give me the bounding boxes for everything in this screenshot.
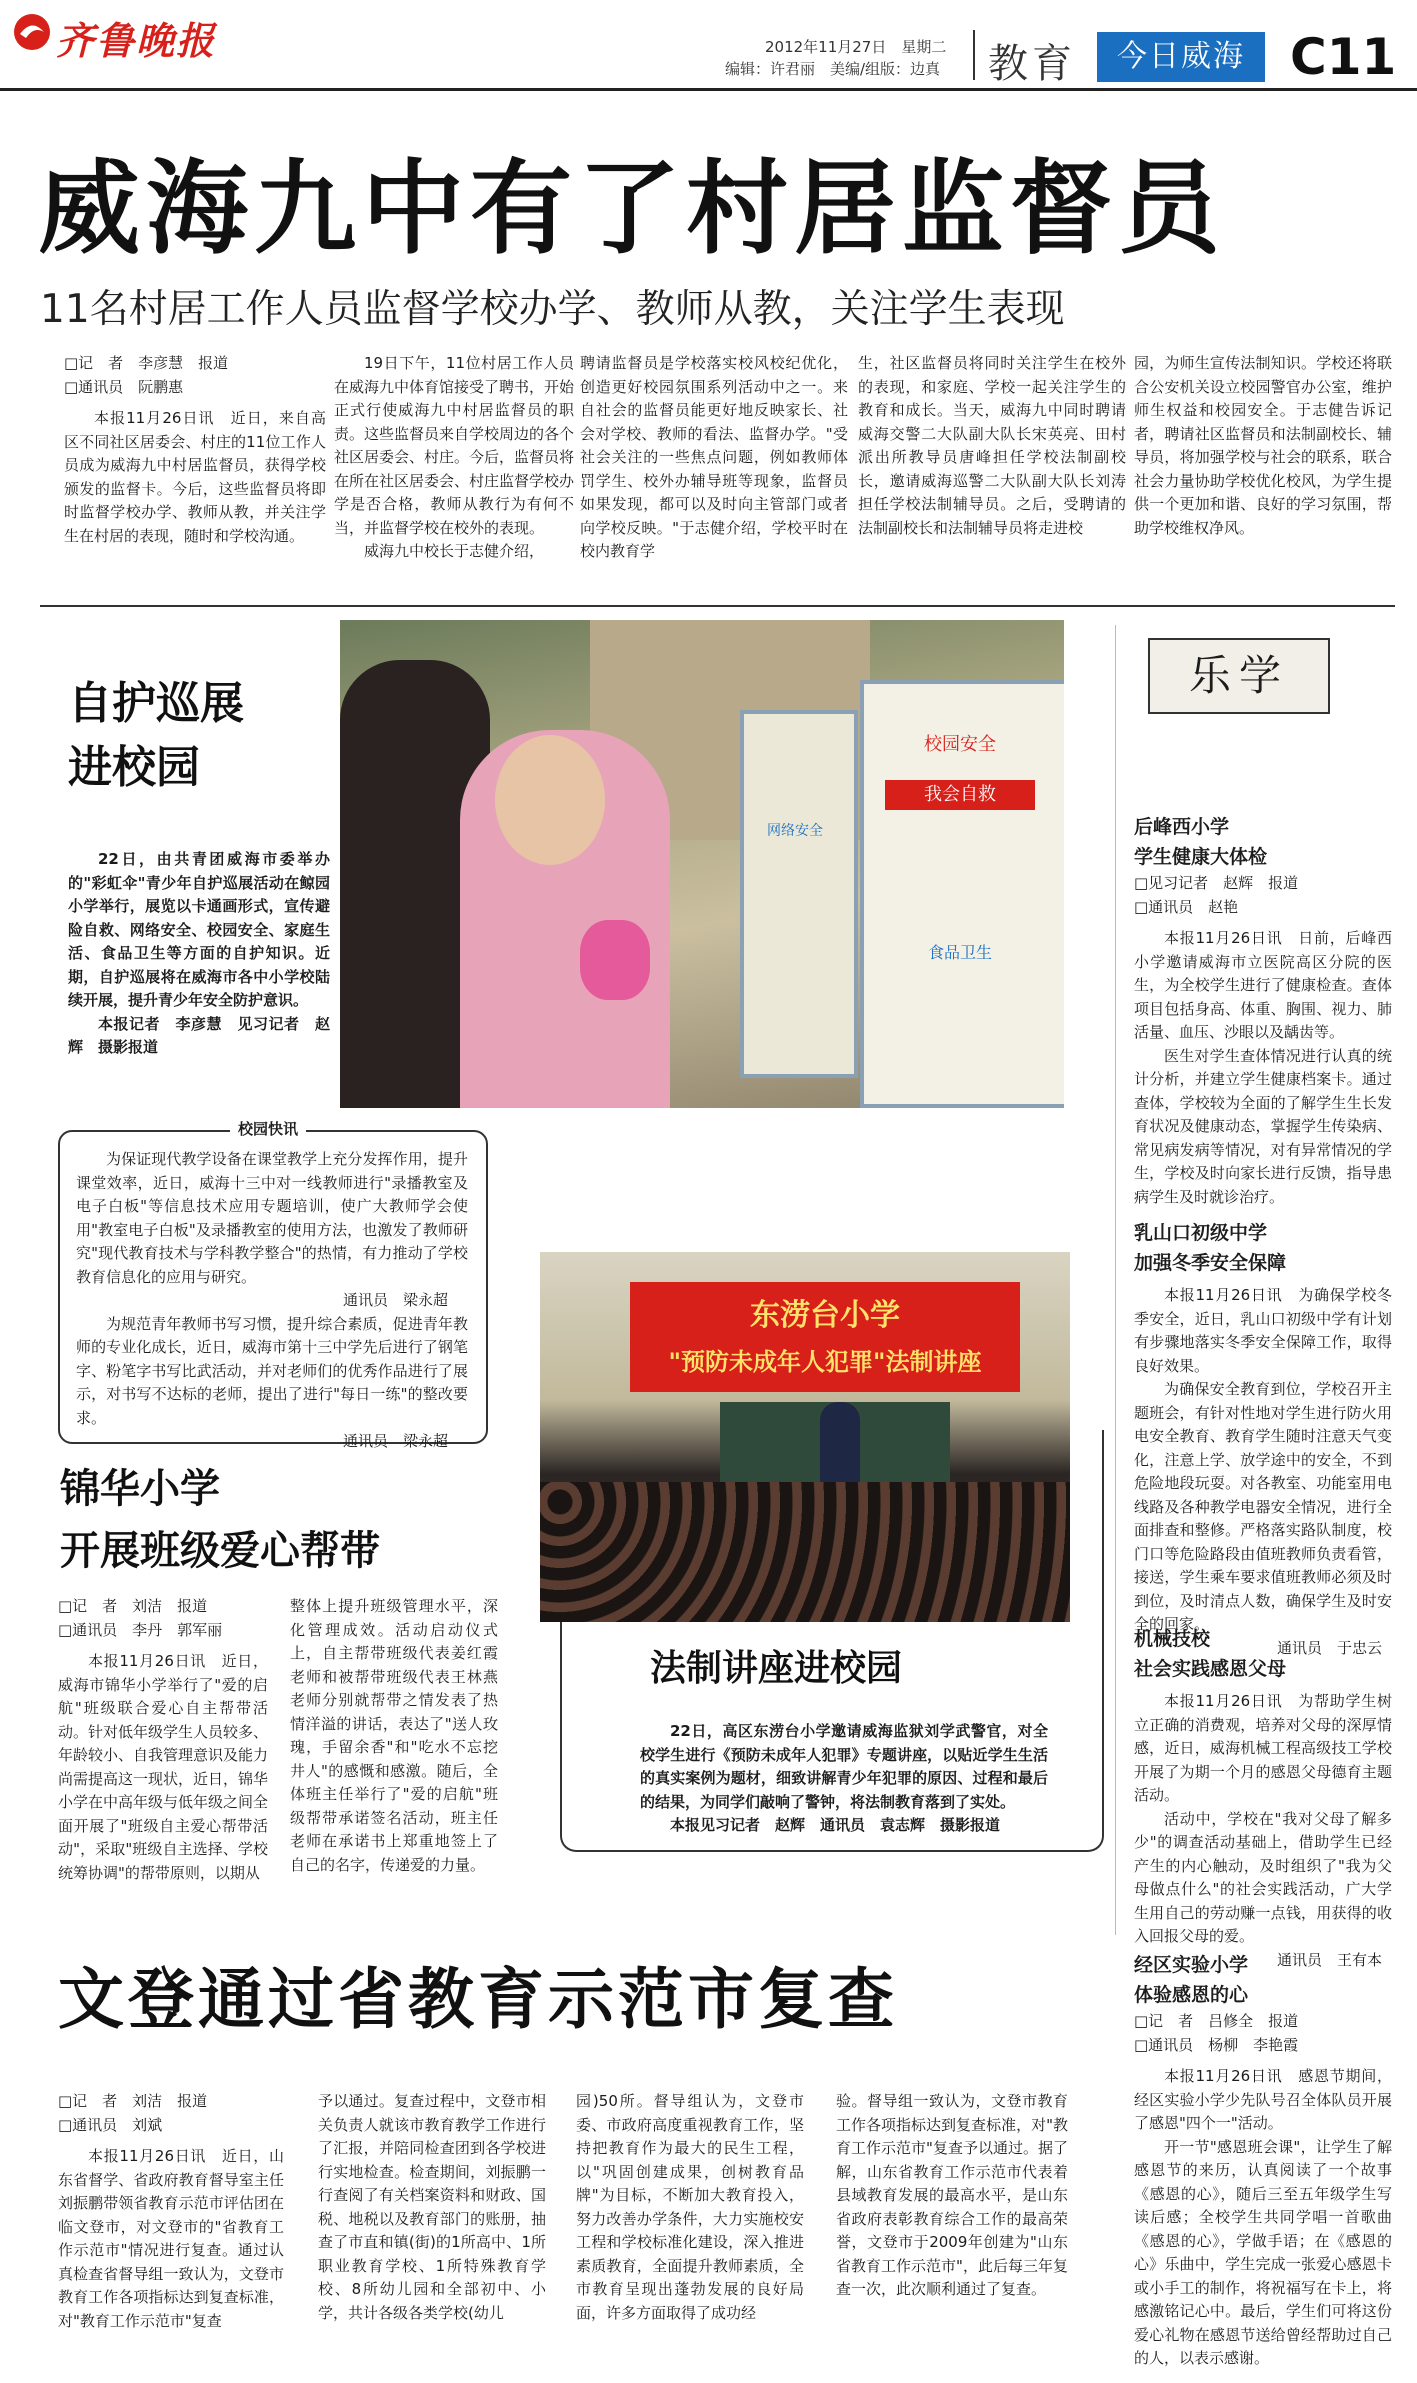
lexue-school: 乳山口初级中学 (1134, 1222, 1268, 1244)
lexue-topic: 加强冬季安全保障 (1134, 1252, 1287, 1274)
lexue-credit: 通讯员 于忠云 (1276, 1638, 1382, 1657)
lexue-topic: 学生健康大体检 (1134, 846, 1268, 868)
lead-byline-reporter: □记 者 李彦慧 报道 (64, 354, 229, 372)
jinhua-paragraph: 整体上提升班级管理水平，深化管理成效。活动启动仪式上，自主帮带班级代表姜红霞老师和被帮带班级代表王林燕老师分别就帮带之情发表了热情洋溢的讲话，表达了"送人玫瑰，手留余香"和"吃水不忘挖井人"的感慨和感激。随后，全体班主任举行了"爱的启航"班级帮带承诺签名活动，班主任老师在承诺书上郑重地签上了自己的名字，传递爱的力量。 (290, 1597, 498, 1874)
lexue-badge-label: 乐学 (1188, 651, 1289, 700)
law-banner (630, 1282, 1020, 1392)
campus-news-credit: 通讯员 梁永超 (342, 1291, 448, 1309)
lexue-item (1134, 1950, 1392, 2371)
law-audience (540, 1482, 1070, 1622)
lead-paragraph: 本报11月26日讯 近日，来自高区不同社区居委会、村庄的11位工作人员成为威海九中村居监督员，获得学校颁发的监督卡。今后，这些监督员将即时监督学校办学、教师从教，并关注学生在村居的表现，随时和学校沟通。 (64, 409, 326, 545)
campus-news-body (76, 1148, 468, 1454)
jinhua-byline-reporter: □记 者 刘洁 报道 (58, 1597, 208, 1615)
wendeng-paragraph: 本报11月26日讯 近日，山东省督学、省政府教育督导室主任刘振鹏带领省教育示范市评估团在临文登市，对文登市的"省教育工作示范市"情况进行复查。通过认真检查省督导组一致认为，文登市教育工作各项指标达到复查标准，对"教育工作示范市"复查 (58, 2147, 284, 2330)
masthead (0, 0, 1417, 90)
safety-title-line-2: 进校园 (68, 742, 200, 793)
wendeng-column-1 (58, 2090, 284, 2333)
photo-girl-2-face (495, 735, 605, 865)
exhibit-board-2 (740, 710, 858, 1078)
paper-logo (12, 8, 222, 63)
jinhua-title-line-2: 开展班级爱心帮带 (60, 1528, 380, 1574)
law-title: 法制讲座进校园 (650, 1648, 903, 1689)
lexue-paragraph: 活动中，学校在"我对父母了解多少"的调查活动基础上，借助学生已经产生的内心触动，及时组织了"我为父母做点什么"的社会实践活动，广大学生用自己的劳动赚一点钱，用获得的收入回报父母的爱。 (1134, 1809, 1392, 1945)
page-number: C11 (1290, 28, 1397, 86)
lexue-school: 后峰西小学 (1134, 816, 1230, 838)
lexue-paragraph: 本报11月26日讯 感恩节期间，经区实验小学少先队号召全体队员开展了感恩"四个一"活动。 (1134, 2067, 1392, 2132)
masthead-rule (0, 88, 1417, 91)
wendeng-byline-correspondent: □通讯员 刘斌 (58, 2115, 163, 2134)
lexue-credit: 通讯员 王有本 (1276, 1950, 1382, 1969)
law-banner-topic: "预防未成年人犯罪"法制讲座 (668, 1348, 982, 1376)
lexue-byline: □记 者 吕修全 报道 (1134, 2012, 1299, 2030)
jinhua-paragraph: 本报11月26日讯 近日，威海市锦华小学举行了"爱的启航"班级联合爱心自主帮带活动。针对低年级学生人员较多、年龄较小、自我管理意识及能力尚需提高这一现状，近日，锦华小学在中高年级与低年级之间全面开展了"班级自主爱心帮带活动"，采取"班级自主选择、学校统筹协调"的帮带原则，以期从 (58, 1652, 269, 1882)
lexue-topic: 体验感恩的心 (1134, 1984, 1249, 2006)
lexue-byline: □通讯员 杨柳 李艳霞 (1134, 2035, 1299, 2054)
campus-news-paragraph: 为保证现代教学设备在课堂教学上充分发挥作用，提升课堂效率，近日，威海十三中对一线教师进行"录播教室及电子白板"等信息技术应用专题培训，使广大教师学会使用"教室电子白板"及录播教室的使用方法，也激发了教师研究"现代教育技术与学科教学整合"的热情，有力推动了学校教育信息化的应用与研究。 (76, 1150, 468, 1286)
exhibit-board-poster: 网络安全 (767, 823, 823, 839)
lexue-item (1134, 1624, 1392, 1972)
lead-column-2 (334, 352, 574, 564)
wendeng-column-3 (576, 2090, 804, 2325)
wendeng-paragraph: 验。督导组一致认为，文登市教育工作各项指标达到复查标准，对"教育工作示范市"复查予以通过。据了解，山东省教育工作示范市代表着县域教育发展的最高水平，是山东省政府表彰教育综合工作的最高荣誉，文登市于2009年创建为"山东省教育工作示范市"，此后每三年复查一次，此次顺利通过了复查。 (836, 2092, 1068, 2298)
wendeng-paragraph: 园)50所。督导组认为，文登市委、市政府高度重视教育工作，坚持把教育作为最大的民生工程，以"巩固创建成果，创树教育品牌"为目标，不断加大教育投入，努力改善办学条件，大力实施校安工程和学校标准化建设，深入推进素质教育，全面提升教师素质，全市教育呈现出蓬勃发展的良好局面，许多方面取得了成功经 (576, 2092, 804, 2322)
campus-news-credit: 通讯员 梁永超 (342, 1432, 448, 1450)
lead-paragraph: 生，社区监督员将同时关注学生在校外的表现，和家庭、学校一起关注学生的教育和成长。当天，威海九中同时聘请威海交警二大队副大队长宋英亮、田村派出所教导员唐峰担任学校法制副校长，邀请威海巡警二大队副大队长刘涛担任学校法制辅导员。之后，受聘请的法制副校长和法制辅导员将走进校 (858, 354, 1126, 537)
safety-photo-credit: 本报记者 李彦慧 见习记者 赵辉 摄影报道 (68, 1014, 330, 1056)
law-paragraph: 22日，高区东涝台小学邀请威海监狱刘学武警官，对全校学生进行《预防未成年人犯罪》专题讲座，以贴近学生生活的真实案例为题材，细致讲解青少年犯罪的原因、过程和最后的结果，为同学们敲响了警钟，将法制教育落到了实处。 (640, 1722, 1048, 1811)
lexue-paragraph: 本报11月26日讯 为帮助学生树立正确的消费观，培养对父母的深厚情感，近日，威海机械工程高级技工学校开展了为期一个月的感恩父母德育主题活动。 (1134, 1692, 1392, 1804)
lexue-byline: □见习记者 赵辉 报道 (1134, 874, 1299, 892)
lead-paragraph: 聘请监督员是学校落实校风校纪优化，创造更好校园氛围系列活动中之一。来自社会的监督员能更好地反映家长、社会对学校、教师的看法、监督办学。"受社会关注的一些焦点问题，例如教师体罚学生、校外办辅导班等现象，监督员如果发现，都可以及时向主管部门或者向学校反映。"于志健介绍，学校平时在校内教育学 (580, 354, 848, 560)
masthead-divider (973, 30, 975, 80)
law-body (640, 1720, 1048, 1838)
law-banner-school: 东涝台小学 (750, 1298, 900, 1333)
photo-toy (580, 920, 650, 1000)
lexue-topic: 社会实践感恩父母 (1134, 1658, 1287, 1680)
wendeng-paragraph: 予以通过。复查过程中，文登市相关负责人就该市教育教学工作进行了汇报，并陪同检查团到各学校进行实地检查。检查期间，刘振鹏一行查阅了有关档案资料和财政、国税、地税以及教育部门的账册，抽查了市直和镇(街)的1所高中、1所职业教育学校、1所特殊教育学校、8所幼儿园和全部初中、小学，共计各级各类学校(幼儿 (318, 2092, 546, 2322)
safety-body (68, 848, 330, 1060)
editor-credit: 编辑：许君丽 美编/组版：边真 (725, 60, 941, 78)
lexue-item (1134, 812, 1392, 1209)
safety-title-line-1: 自护巡展 (68, 678, 244, 729)
safety-photo (340, 620, 1064, 1108)
wendeng-column-4 (836, 2090, 1068, 2302)
exhibit-board-poster: 校园安全 (924, 734, 996, 755)
lead-column-3 (580, 352, 848, 564)
wendeng-headline: 文登通过省教育示范市复查 (58, 1961, 898, 2038)
wendeng-byline-reporter: □记 者 刘洁 报道 (58, 2092, 208, 2110)
lead-column-4 (858, 352, 1126, 540)
lexue-byline: □通讯员 赵艳 (1134, 897, 1239, 916)
lexue-badge (1148, 638, 1330, 714)
section-name: 教育 (988, 41, 1076, 87)
lexue-item (1134, 1218, 1392, 1660)
lexue-paragraph: 为确保安全教育到位，学校召开主题班会，有针对性地对学生进行防火用电安全教育、教育学生随时注意天气变化，注意上学、放学途中的安全，不到危险地段玩耍。对各教室、功能室用电线路及各种教学电器安全情况，进行全面排查和整修。严格落实路队制度，校门口等危险路段由值班教师负责看管，接送，学生乘车要求值班教师必须及时到位，及时清点人数，确保学生及时安全的回家。 (1134, 1380, 1392, 1633)
lexue-school: 经区实验小学 (1134, 1954, 1249, 1976)
lead-column-1 (64, 352, 326, 548)
lead-paragraph: 威海九中校长于志健介绍， (364, 542, 545, 560)
lead-column-5 (1134, 352, 1392, 540)
lexue-paragraph: 开一节"感恩班会课"，让学生了解感恩节的来历，认真阅读了一个故事《感恩的心》，随后三至五年级学生写读后感；全校学生共同学唱一首歌曲《感恩的心》，学做手语；在《感恩的心》乐曲中，学生完成一张爱心感恩卡或小手工的制作，将祝福写在卡上，将感激铭记心中。最后，学生们可将这份爱心礼物在感恩节送给曾经帮助过自己的人，以表示感谢。 (1134, 2137, 1392, 2367)
campus-news-paragraph: 为规范青年教师书写习惯，提升综合素质，促进青年教师的专业化成长，近日，威海市第十三中学先后进行了钢笔字、粉笔字书写比武活动，并对老师们的优秀作品进行了展示，对书写不达标的老师，提出了进行"每日一练"的整改要求。 (76, 1314, 468, 1427)
lead-paragraph: 19日下午，11位村居工作人员在威海九中体育馆接受了聘书，开始正式行使威海九中村居监督员的职责。这些监督员来自学校周边的各个社区居委会、村庄。今后，监督员将在所在社区居委会、村庄监督学校办学是否合格，教师从教行为有何不当，并监督学校在校外的表现。 (334, 354, 575, 537)
lead-paragraph: 园，为师生宣传法制知识。学校还将联合公安机关设立校园警官办公室，维护师生权益和校园安全。于志健告诉记者，聘请社区监督员和法制副校长、辅导员，将加强学校与社会的联系，联合社会力量协助学校优化校风，为学生提供一个更加和谐、良好的学习氛围，帮助学校维权净风。 (1134, 354, 1392, 537)
exhibit-board-poster: 我会自救 (885, 780, 1035, 810)
safety-paragraph: 22日，由共青团威海市委举办的"彩虹伞"青少年自护巡展活动在鲸园小学举行，展览以卡通画形式，宣传避险自救、网络安全、校园安全、家庭生活、食品卫生等方面的自护知识。近期，自护巡展将在威海市各中小学校陆续开展，提升青少年安全防护意识。 (68, 850, 330, 1009)
logo-emblem-icon (12, 12, 52, 52)
law-photo-credit: 本报见习记者 赵辉 通讯员 袁志辉 摄影报道 (670, 1816, 1001, 1834)
safety-title (68, 672, 244, 800)
campus-news-label: 校园快讯 (230, 1118, 306, 1139)
lexue-school: 机械技校 (1134, 1628, 1211, 1650)
section-rule (40, 605, 1395, 607)
issue-date: 2012年11月27日 星期二 (765, 38, 947, 56)
jinhua-column-2 (290, 1595, 498, 1877)
wendeng-column-2 (318, 2090, 546, 2325)
logo-wordmark: 齐鲁晚报 (56, 18, 217, 63)
law-photo (540, 1252, 1070, 1622)
lead-headline: 威海九中有了村居监督员 (38, 150, 1226, 269)
sidebar-divider (1115, 625, 1116, 1935)
section-banner-label: 今日威海 (1117, 39, 1245, 74)
lead-subhead: 11名村居工作人员监督学校办学、教师从教，关注学生表现 (40, 287, 1065, 332)
jinhua-title-line-1: 锦华小学 (60, 1466, 220, 1512)
jinhua-title (60, 1458, 380, 1582)
exhibit-board-poster: 食品卫生 (927, 943, 992, 962)
jinhua-column-1 (58, 1595, 268, 1885)
section-banner (1097, 32, 1265, 82)
lead-byline-correspondent: □通讯员 阮鹏惠 (64, 377, 184, 396)
lexue-paragraph: 本报11月26日讯 日前，后峰西小学邀请威海市立医院高区分院的医生，为全校学生进行了健康检查。查体项目包括身高、体重、胸围、视力、肺活量、血压、沙眼以及龋齿等。 (1134, 929, 1392, 1041)
lexue-paragraph: 本报11月26日讯 为确保学校冬季安全，近日，乳山口初级中学有计划有步骤地落实冬季安全保障工作，取得良好效果。 (1134, 1286, 1392, 1375)
jinhua-byline-correspondent: □通讯员 李丹 郭军丽 (58, 1620, 223, 1639)
lexue-paragraph: 医生对学生查体情况进行认真的统计分析，并建立学生健康档案卡。通过查体，学校较为全面的了解学生生长发育状况及健康动态，掌握学生传染病、常见病发病等情况，对有异常情况的学生，学校及时向家长进行反馈，指导患病学生及时就诊治疗。 (1134, 1046, 1392, 1206)
